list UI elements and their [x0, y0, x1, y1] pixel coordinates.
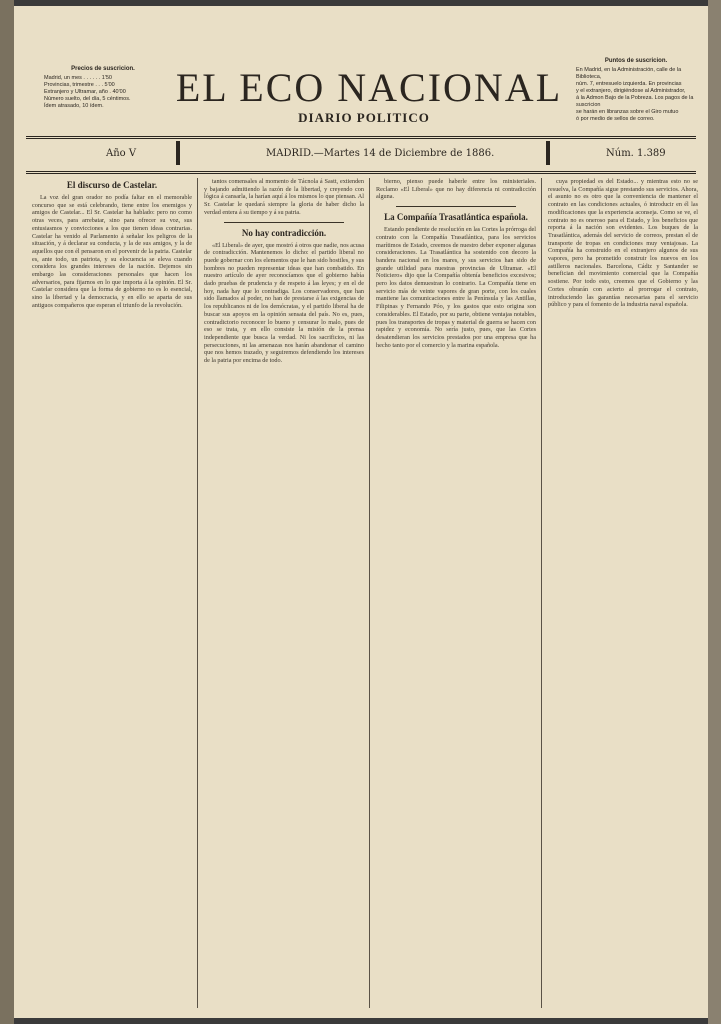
points-line: se harán en libranzas sobre el Giro mutuo [576, 109, 679, 115]
article-body: bierno, pienso puede haberle entre los ministeriales. Reclamo «El Liberal» que no hay diferencia ni contradicción alguna. [376, 178, 536, 201]
dateline-divider [176, 141, 180, 165]
newspaper-subtitle: DIARIO POLITICO [298, 110, 430, 125]
article-body: Estando pendiente de resolución en las Cortes la prórroga del contrato con la Compañía Trasatlántica, para los servicios marítimos de Estado, creemos de nuestro deber exponer algunas consideraciones. La Trasatlántica ha sostenido con decoro la bandera nacional en los mares, y sus servicios han sido de grande utilidad para nuestras provincias de Ultramar. «El Noticiero» dijo que la Compañía obtenía beneficios excesivos; pero los datos demuestran lo contrario. La Compañía tiene en servicio más de veinte vapores de gran porte, con los cuales mantiene las comunicaciones entre la Península y las Antillas, Filipinas y Fernando Póo, y los gastos que esto origina son considerables. El Estado, por su parte, obtiene ventajas notables, pues los transportes de tropas y material de guerra se hacen con rapidez y economía. No sería justo, pues, que las Cortes desatendieran los servicios prestados por una empresa que ha hecho tanto por el comercio y la marina española. [376, 226, 536, 349]
points-line: En Madrid, en la Administración, calle de la Biblioteca, [576, 67, 682, 80]
dateline-divider [546, 141, 550, 165]
price-line: Número suelto, del día, 5 céntimos. [44, 96, 131, 102]
newspaper-title: EL ECO NACIONAL [175, 65, 563, 110]
masthead [14, 6, 708, 146]
subscription-points-title: Puntos de suscricion. [604, 58, 668, 64]
subscription-prices-title: Precios de suscricion. [71, 66, 135, 72]
newspaper-page [14, 6, 708, 1018]
column-1 [32, 178, 192, 1008]
year-label: Año V [106, 148, 137, 159]
price-line: Extranjero y Ultramar, año . 40'00 [44, 89, 126, 95]
dateline-bar [26, 136, 696, 174]
article-body: La voz del gran orador no podía faltar en el memorable concurso que se está celebrando, tiene entre los enemigos y amigos de Castelar... El Sr. Castelar ha hablado: pero no como otras veces, para arrebatar, sino para ofrecer su voz, sus entusiasmos y convicciones a los que tienen ideas contrarias. Castelar ha venido al Parlamento á señalar los peligros de la situación, y á declarar su conducta, y la de sus amigos, y la de aquellos que con él pensaron en el porvenir de la patria. Castelar es, ante todo, un patriota, y su elocuencia se eleva cuando considera los grandes intereses de la nación. Dejemos sin embargo las consideraciones personales que hacen los adversarios, para fijarnos en lo que importa á la opinión. El Sr. Castelar considera que la forma de gobierno no es lo esencial, sino la libertad y la democracia, y en ello se aparta de sus antiguos compañeros que esperan el triunfo de la revolución. [32, 194, 192, 309]
article-heading: No hay contradicción. [241, 227, 327, 238]
column-rule [541, 178, 542, 1008]
article-heading: La Compañía Trasatlántica española. [384, 212, 528, 223]
article-body: tantos comensales al momento de Tácnola á Sastt, extienden y bajando admitiendo la razón de la libertad, y creyendo con lógica á cansarla, la harían aquí á los mismos lo que piensan. Al Sr. Castelar le quedará siempre la gloria de haber dicho la verdad entera á su tiempo y á su patria. [204, 178, 364, 216]
divider [224, 222, 344, 223]
subscription-points-box [576, 58, 696, 123]
issue-number: Núm. 1.389 [606, 148, 666, 159]
article-body: «El Liberal» de ayer, que mostró á otros que nadie, nos acusa de contradicción. Mantenemos lo dicho: el partido liberal no puede gobernar con los elementos que le han sido hostiles, y sus hombres no pueden representar ideas que han combatido. En nuestro artículo de ayer reconocíamos que el gobierno había dado pruebas de prudencia y de respeto á las leyes; y en el de hoy, nada hay que lo contradiga. Los conservadores, que han sido llamados al poder, no han de prestarse á las exigencias de los republicanos ni de los demócratas, y el partido liberal ha de buscar sus apoyos en la opinión sensata del país. No es, pues, contradictorio reconocer lo bueno y censurar lo malo, pues de eso se trata, y en ello consiste la misión de la prensa independiente que busca la verdad. Ni los sacrificios, ni las persecuciones, ni las amenazas nos harán abandonar el camino que nos hemos trazado, y seguiremos defendiendo los intereses de la patria por encima de todo. [204, 241, 364, 365]
article-heading: El discurso de Castelar. [66, 180, 158, 190]
column-3 [376, 178, 536, 1008]
price-line: Provincias, trimestre . . . 5'00 [44, 82, 115, 88]
divider [396, 206, 516, 207]
points-line: núm. 7, entresuelo izquierda. En provincias [576, 81, 682, 87]
page-left-margin [0, 0, 14, 1024]
date-label: MADRID.—Martes 14 de Diciembre de 1886. [266, 148, 495, 159]
subscription-prices-box [44, 66, 162, 110]
price-line: Madrid, un mes . . . . . . 1'50 [44, 75, 112, 81]
column-rule [369, 178, 370, 1008]
points-line: á la Admon Bajo de la Pobreza. Los pagos de la suscricion [576, 95, 694, 108]
page-right-margin [708, 0, 721, 1024]
points-line: ó por medio de sellos de correo. [576, 116, 655, 122]
article-body: cuya propiedad es del Estado... y mientras esto no se resuelva, la Compañía sigue prestando sus servicios. Ahora, el asunto no es otro que la conveniencia de mantener el contrato en las condiciones actuales, ó introducir en él las modificaciones que la experiencia aconseja. Como se ve, el contrato no es oneroso para el Estado, y los beneficios que reporta á la nación son evidentes. Los buques de la Trasatlántica, además del servicio de correos, prestan el de transporte de tropas en condiciones muy ventajosas. La Compañía ha construido en el extranjero algunos de sus vapores, pero ha prometido construir los nuevos en los astilleros nacionales. Barcelona, Cádiz y Santander se benefician del movimiento comercial que la Compañía sostiene. Por todo esto, creemos que el Gobierno y las Cortes obrarán con acierto al prorrogar el contrato, introduciendo las garantías necesarias para el servicio público y para el fomento de la industria naval española. [548, 178, 698, 309]
column-4 [548, 178, 698, 1008]
column-2 [204, 178, 364, 1008]
price-line: Ídem atrasado, 10 ídem. [44, 103, 104, 109]
points-line: y el extranjero, dirigiéndose al Administrador, [576, 88, 686, 94]
column-rule [197, 178, 198, 1008]
